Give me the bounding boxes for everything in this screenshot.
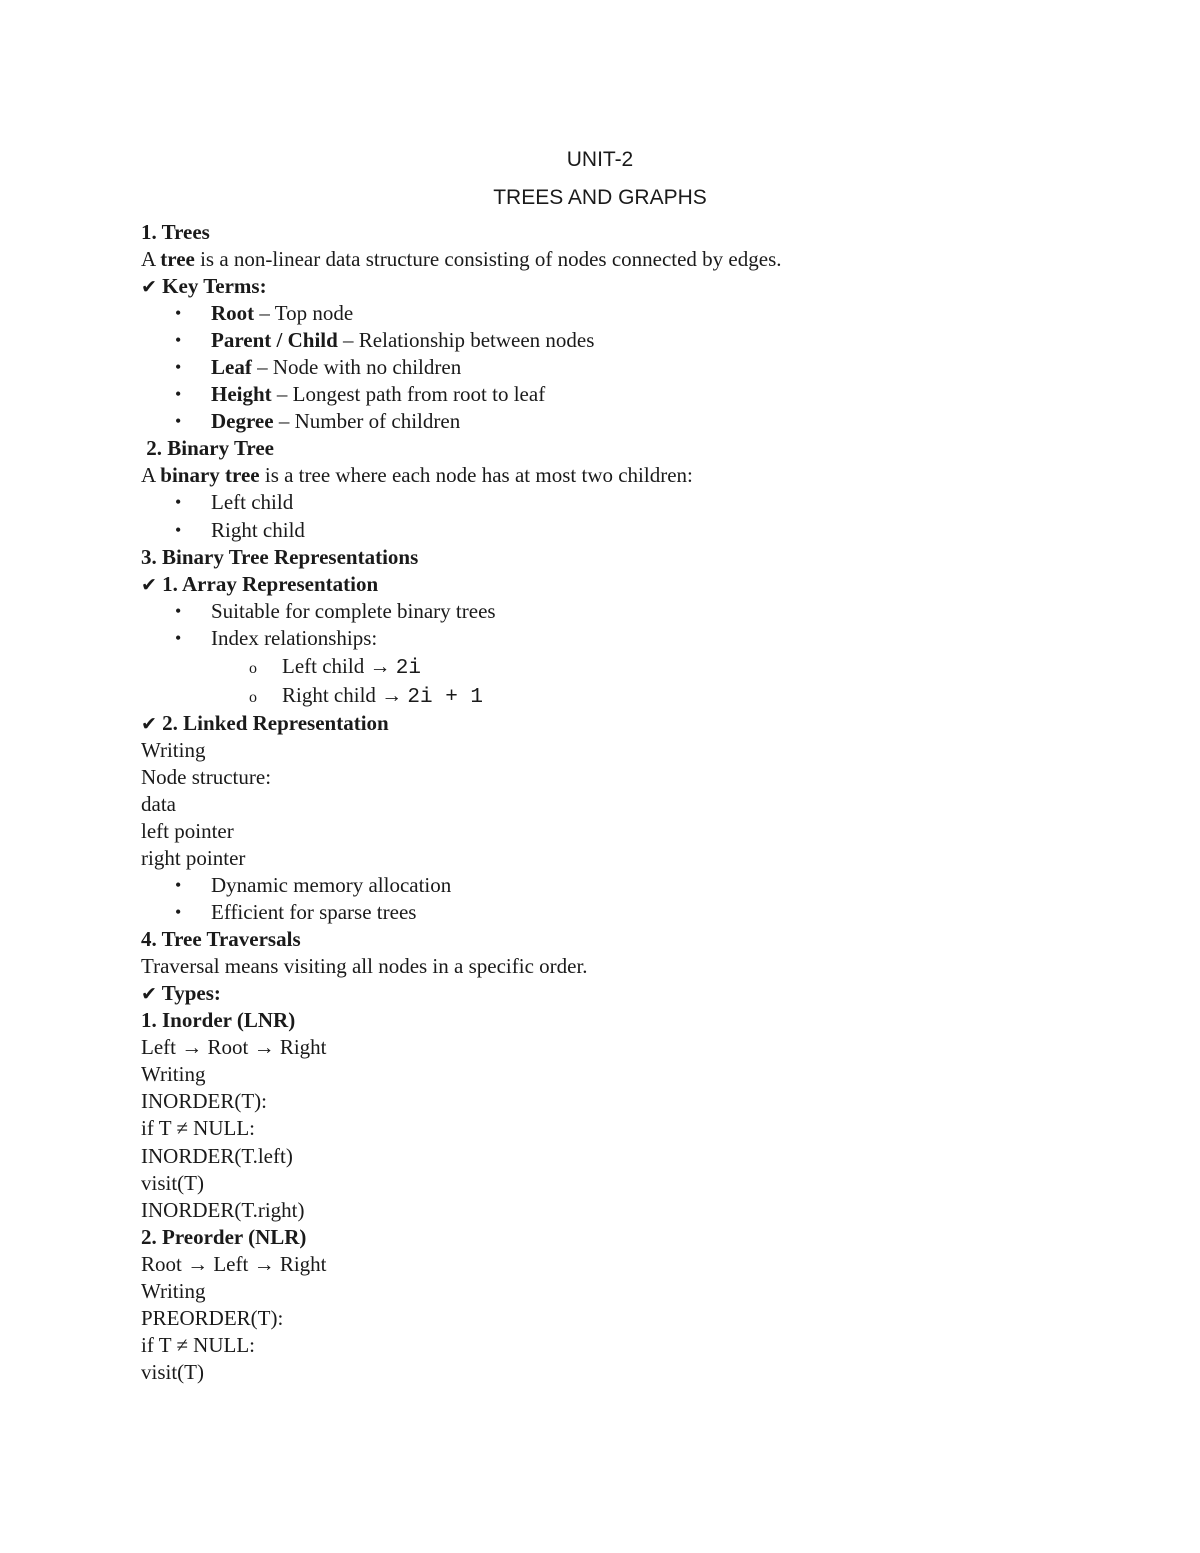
- term-desc: – Relationship between nodes: [337, 328, 595, 353]
- binary-tree-definition: [141, 462, 1101, 489]
- bullet-icon: •: [175, 492, 182, 513]
- text-line: INORDER(T.left): [141, 1143, 293, 1168]
- term-desc: – Node with no children: [251, 355, 462, 380]
- text-line: data: [141, 791, 176, 816]
- list-item: [141, 899, 1101, 926]
- bullet-icon: •: [175, 519, 182, 540]
- bullet-icon: •: [175, 902, 182, 923]
- traversals-definition: Traversal means visiting all nodes in a specific order.: [141, 954, 588, 979]
- circle-bullet-icon: o: [249, 688, 257, 706]
- text-line: visit(T): [141, 1170, 204, 1195]
- list-item: [141, 872, 1101, 899]
- bold-term: binary tree: [160, 463, 260, 488]
- document-content: [141, 219, 1101, 1386]
- term-desc: – Top node: [254, 301, 354, 326]
- list-item: [141, 327, 1101, 354]
- term: Parent / Child: [211, 328, 338, 353]
- list-item: [141, 517, 1101, 544]
- text-line: Root → Left → Right: [141, 1251, 327, 1276]
- list-item: [141, 625, 1101, 652]
- text: 2. Linked Representation: [156, 710, 389, 735]
- text-line: Writing: [141, 1278, 206, 1303]
- list-item: [141, 408, 1101, 435]
- types-heading: [141, 980, 1101, 1007]
- preorder-heading: 2. Preorder (NLR): [141, 1224, 307, 1249]
- code-text: 2i + 1: [407, 685, 484, 709]
- term: Height: [211, 382, 272, 407]
- sub-list-item: [141, 652, 1101, 681]
- subject-title: TREES AND GRAPHS: [493, 186, 707, 209]
- text-line: Writing: [141, 737, 206, 762]
- bullet-icon: •: [175, 357, 182, 378]
- linked-representation-heading: [141, 710, 1101, 737]
- item-text: Dynamic memory allocation: [211, 873, 452, 898]
- text-line: INORDER(T.right): [141, 1197, 305, 1222]
- list-item: [141, 354, 1101, 381]
- text: 1. Array Representation: [156, 571, 379, 596]
- section-heading-representations: 3. Binary Tree Representations: [141, 544, 419, 569]
- list-item: [141, 300, 1101, 327]
- text: A: [141, 463, 161, 488]
- term: Root: [211, 301, 255, 326]
- check-icon: ✔: [141, 712, 157, 735]
- item-text: Suitable for complete binary trees: [211, 598, 496, 623]
- bullet-icon: •: [175, 330, 182, 351]
- text-line: Writing: [141, 1062, 206, 1087]
- bold-term: tree: [160, 247, 195, 272]
- item-text: Right child: [211, 517, 305, 542]
- text: Key Terms:: [156, 274, 267, 299]
- list-item: [141, 598, 1101, 625]
- text-line: left pointer: [141, 818, 234, 843]
- text-line: if T ≠ NULL:: [141, 1116, 255, 1141]
- bullet-icon: •: [175, 875, 182, 896]
- text: is a non-linear data structure consisting of nodes connected by edges.: [194, 247, 782, 272]
- term: Degree: [211, 409, 274, 434]
- list-item: [141, 489, 1101, 516]
- section-heading-trees: 1. Trees: [141, 220, 210, 244]
- list-item: [141, 381, 1101, 408]
- text: Types:: [156, 981, 221, 1006]
- bullet-icon: •: [175, 411, 182, 432]
- code-text: 2i: [395, 656, 421, 680]
- section-heading-traversals: 4. Tree Traversals: [141, 927, 301, 952]
- bullet-icon: •: [175, 303, 182, 324]
- check-icon: ✔: [141, 573, 157, 596]
- section-heading-binary-tree: 2. Binary Tree: [141, 436, 274, 461]
- bullet-icon: •: [175, 384, 182, 405]
- bullet-icon: •: [175, 627, 182, 648]
- term: Leaf: [211, 355, 252, 380]
- bullet-icon: •: [175, 600, 182, 621]
- text-line: visit(T): [141, 1359, 204, 1384]
- text-line: PREORDER(T):: [141, 1305, 284, 1330]
- trees-definition: [141, 246, 1101, 273]
- check-icon: ✔: [141, 276, 157, 299]
- text: is a tree where each node has at most two children:: [259, 463, 693, 488]
- text-line: right pointer: [141, 845, 246, 870]
- item-text: Right child →: [282, 682, 408, 707]
- check-icon: ✔: [141, 983, 157, 1006]
- text-line: INORDER(T):: [141, 1089, 267, 1114]
- item-text: Left child: [211, 490, 294, 515]
- unit-title: UNIT-2: [566, 148, 634, 171]
- term-desc: – Longest path from root to leaf: [271, 382, 546, 407]
- text-line: Left → Root → Right: [141, 1035, 327, 1060]
- array-representation-heading: [141, 571, 1101, 598]
- inorder-heading: 1. Inorder (LNR): [141, 1008, 296, 1033]
- key-terms-heading: [141, 273, 1101, 300]
- item-text: Index relationships:: [211, 625, 378, 650]
- item-text: Left child →: [282, 653, 396, 678]
- text-line: Node structure:: [141, 764, 272, 789]
- item-text: Efficient for sparse trees: [211, 900, 417, 925]
- text-line: if T ≠ NULL:: [141, 1332, 255, 1357]
- circle-bullet-icon: o: [249, 659, 257, 677]
- term-desc: – Number of children: [273, 409, 461, 434]
- text: A: [141, 247, 161, 272]
- sub-list-item: [141, 681, 1101, 710]
